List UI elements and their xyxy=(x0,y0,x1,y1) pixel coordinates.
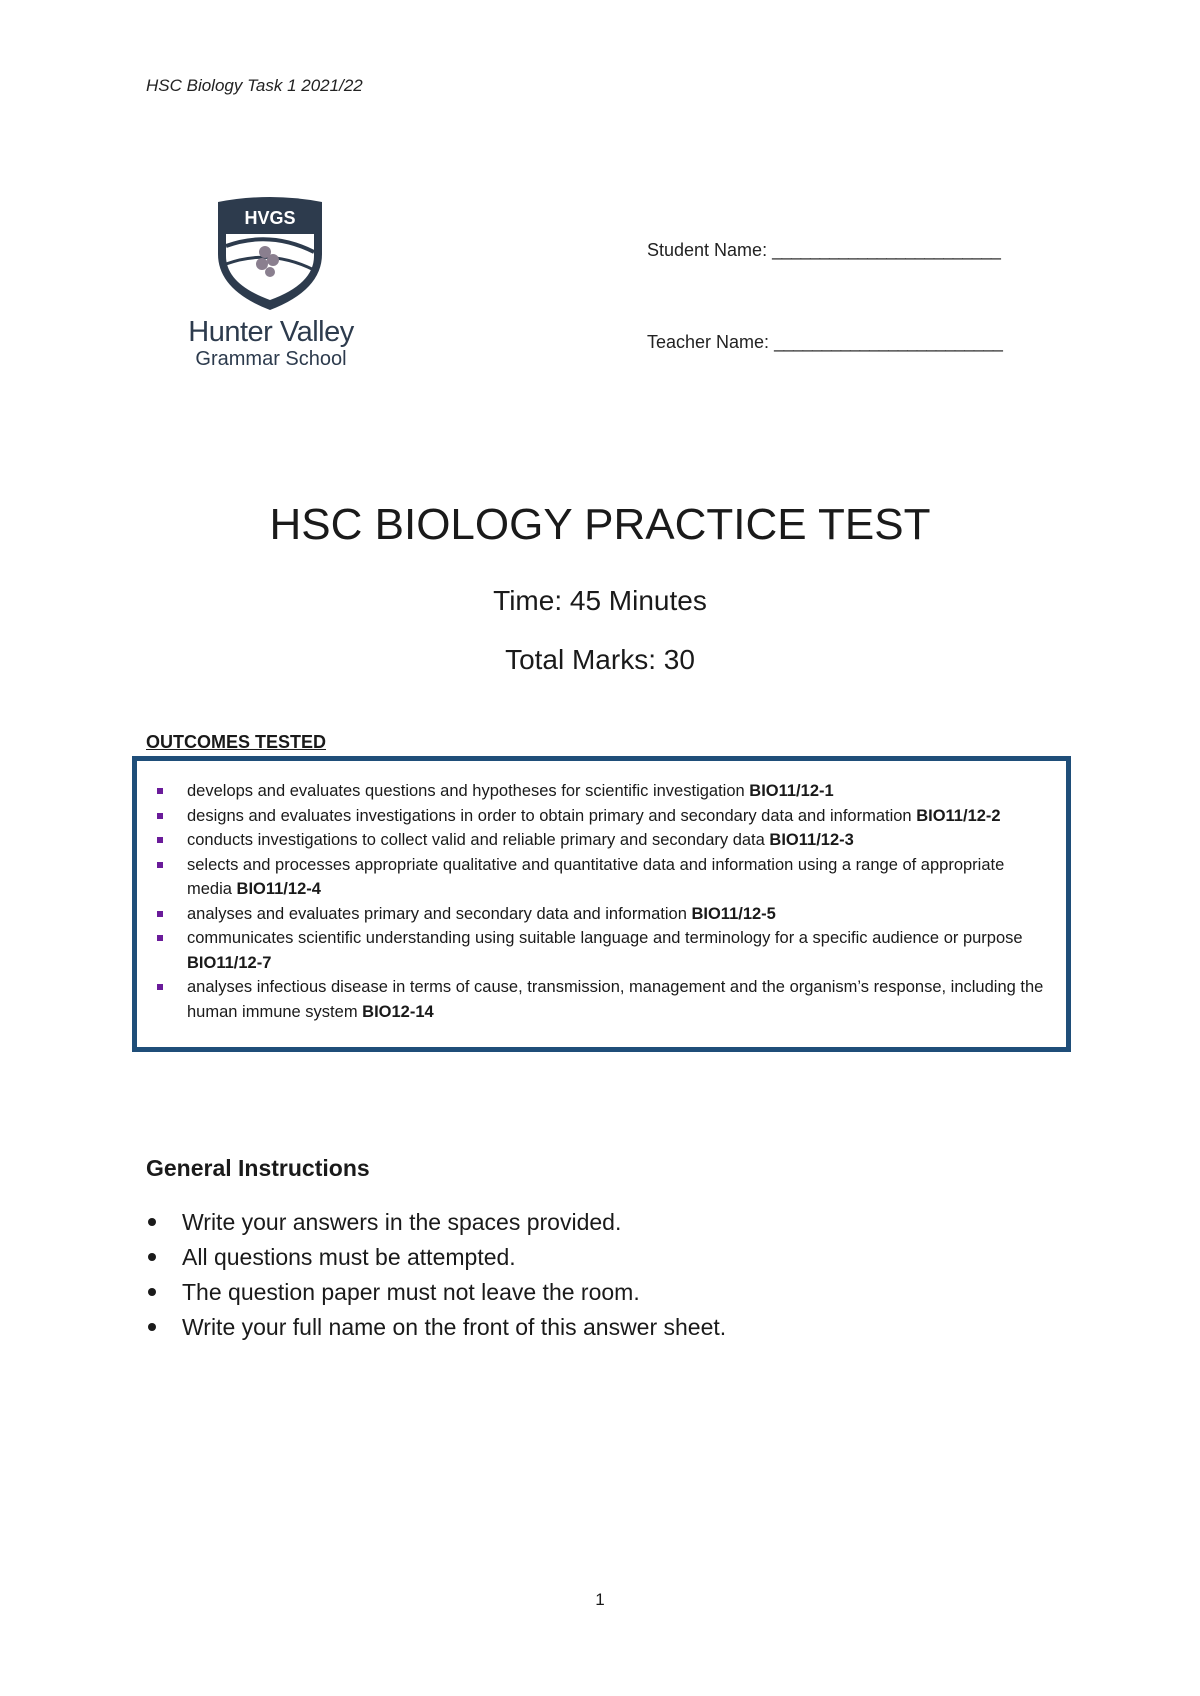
page-title: HSC BIOLOGY PRACTICE TEST xyxy=(269,500,931,549)
outcome-code: BIO11/12-7 xyxy=(187,953,272,972)
outcome-code: BIO11/12-4 xyxy=(236,880,321,898)
outcomes-box xyxy=(132,756,1071,1052)
outcome-item xyxy=(157,902,1046,927)
outcome-text: develops and evaluates questions and hypotheses for scientific investigation xyxy=(187,782,750,800)
outcome-text: designs and evaluates investigations in order to obtain primary and secondary data and information xyxy=(187,806,917,825)
page-number: 1 xyxy=(595,1590,605,1609)
outcome-code: BIO11/12-1 xyxy=(749,782,834,800)
square-bullet-icon xyxy=(157,788,163,794)
instruction-text: All questions must be attempted. xyxy=(182,1244,516,1270)
round-bullet-icon xyxy=(148,1253,156,1261)
instruction-item xyxy=(146,1310,726,1345)
student-name-line[interactable]: ________________________ xyxy=(772,240,1001,260)
outcomes-list xyxy=(157,779,1046,1024)
outcome-text: analyses and evaluates primary and secondary data and information xyxy=(187,904,692,923)
instruction-text: Write your full name on the front of this answer sheet. xyxy=(182,1314,727,1340)
square-bullet-icon xyxy=(157,837,163,843)
round-bullet-icon xyxy=(148,1323,156,1331)
student-name-label: Student Name: xyxy=(647,240,768,260)
teacher-name-line[interactable]: ________________________ xyxy=(774,332,1003,352)
instruction-item xyxy=(146,1205,726,1240)
general-instructions-list xyxy=(146,1205,726,1345)
square-bullet-icon xyxy=(157,862,163,868)
outcome-code: BIO11/12-2 xyxy=(916,806,1001,825)
instruction-item xyxy=(146,1275,726,1310)
outcome-text: analyses infectious disease in terms of cause, transmission, management and the organism’s response, including the human immune system xyxy=(187,978,1044,1021)
outcome-text: conducts investigations to collect valid and reliable primary and secondary data xyxy=(187,831,770,849)
outcomes-heading: OUTCOMES TESTED xyxy=(146,732,327,752)
square-bullet-icon xyxy=(157,984,163,990)
total-marks: Total Marks: 30 xyxy=(505,644,695,675)
crest-text: HVGS xyxy=(244,208,296,228)
square-bullet-icon xyxy=(157,935,163,941)
teacher-name-label: Teacher Name: xyxy=(647,332,770,352)
outcome-code: BIO11/12-3 xyxy=(769,831,854,849)
instruction-text: Write your answers in the spaces provided. xyxy=(182,1209,622,1235)
logo-name-line2: Grammar School xyxy=(195,348,347,370)
square-bullet-icon xyxy=(157,813,163,819)
round-bullet-icon xyxy=(148,1218,156,1226)
outcome-text: selects and processes appropriate qualitative and quantitative data and information using a range of appropriate media xyxy=(187,855,1005,898)
outcome-item xyxy=(157,779,1046,804)
school-crest-icon xyxy=(210,194,330,314)
instruction-item xyxy=(146,1240,726,1275)
student-name-field[interactable] xyxy=(647,240,1000,261)
outcome-item xyxy=(157,853,1046,902)
test-time: Time: 45 Minutes xyxy=(493,585,707,616)
outcome-code: BIO11/12-5 xyxy=(691,904,776,923)
general-instructions-heading: General Instructions xyxy=(146,1155,370,1181)
outcome-item xyxy=(157,926,1046,975)
outcome-item xyxy=(157,804,1046,829)
square-bullet-icon xyxy=(157,911,163,917)
outcome-code: BIO12-14 xyxy=(362,1002,434,1021)
round-bullet-icon xyxy=(148,1288,156,1296)
teacher-name-field[interactable] xyxy=(647,332,1002,353)
outcome-item xyxy=(157,828,1046,853)
instruction-text: The question paper must not leave the room. xyxy=(182,1279,640,1305)
school-logo xyxy=(176,194,366,374)
running-header: HSC Biology Task 1 2021/22 xyxy=(146,76,363,95)
logo-name-line1: Hunter Valley xyxy=(188,316,354,348)
outcome-text: communicates scientific understanding using suitable language and terminology for a specific audience or purpose xyxy=(187,929,1023,947)
outcome-item xyxy=(157,975,1046,1024)
